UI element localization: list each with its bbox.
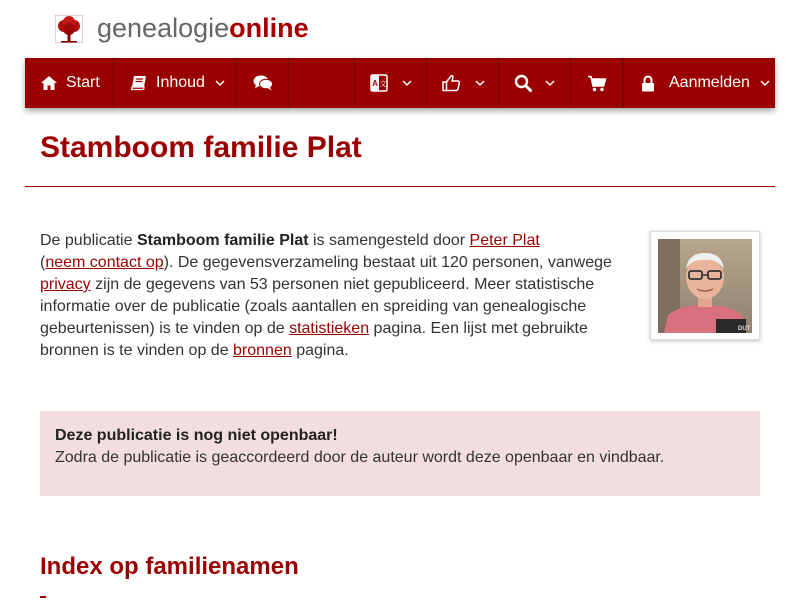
site-header: [0, 0, 800, 58]
statistics-link[interactable]: statistieken: [289, 320, 370, 337]
contact-link[interactable]: neem contact op: [45, 254, 164, 271]
lock-icon: [641, 75, 655, 92]
chevron-down-icon: [402, 80, 412, 87]
brand-part1: genealogie: [97, 13, 230, 43]
nav-search[interactable]: [499, 58, 571, 108]
nav-start[interactable]: [25, 58, 114, 108]
book-icon: [130, 75, 148, 91]
chevron-down-icon: [760, 80, 770, 87]
nav-inhoud[interactable]: [114, 58, 237, 108]
translate-icon: [370, 74, 388, 92]
sources-link[interactable]: bronnen: [233, 342, 292, 359]
nav-language[interactable]: [354, 58, 427, 108]
chevron-down-icon: [475, 80, 485, 87]
search-icon: [514, 74, 532, 92]
intro-text: is samengesteld door: [308, 232, 470, 249]
comments-icon: [253, 75, 273, 91]
intro-text: ). De gegevensverzameling bestaat uit 120 personen, vanwege: [163, 254, 612, 271]
svg-text:A: A: [372, 79, 378, 88]
brand-logo[interactable]: [97, 12, 309, 44]
intro-text: pagina. Een lijst met gebruikte bronnen is te vinden op de: [40, 320, 588, 359]
main-navbar: [25, 58, 775, 108]
svg-text:文: 文: [379, 81, 387, 88]
author-avatar: [658, 239, 752, 333]
nav-forum[interactable]: [237, 58, 289, 108]
chevron-down-icon: [215, 80, 225, 87]
alert-title: Deze publicatie is nog niet openbaar!: [55, 427, 338, 444]
chevron-down-icon: [545, 80, 555, 87]
svg-text:DUT: DUT: [738, 326, 751, 332]
intro-text: (: [40, 254, 46, 271]
publication-name: Stamboom familie Plat: [136, 232, 309, 249]
brand-part2: online: [229, 13, 309, 43]
page-title: Stamboom familie Plat: [40, 131, 362, 164]
alert-text: Zodra de publicatie is geaccordeerd door de auteur wordt deze openbaar en vindbaar.: [55, 449, 665, 466]
author-photo[interactable]: [650, 231, 760, 340]
intro-text: De publicatie: [40, 232, 137, 249]
publication-intro: [40, 230, 620, 362]
nav-login[interactable]: [623, 58, 775, 108]
author-link[interactable]: Peter Plat: [469, 232, 540, 249]
nav-login-label: Aanmelden: [669, 74, 750, 91]
intro-text: pagina.: [291, 342, 349, 359]
thumbs-up-icon: [441, 74, 461, 92]
index-first-item-stub: [40, 596, 46, 598]
nav-inhoud-label: Inhoud: [156, 74, 205, 91]
title-divider: [25, 186, 775, 187]
privacy-link[interactable]: privacy: [40, 276, 91, 293]
nav-start-label: Start: [66, 74, 100, 91]
nav-reviews[interactable]: [427, 58, 499, 108]
index-heading: Index op familienamen: [40, 553, 299, 580]
tree-logo-icon[interactable]: [55, 15, 83, 43]
intro-text: zijn de gegevens van 53 personen niet gepubliceerd. Meer statistische informatie over de publicatie (zoals aantallen en spreiding van genealogische gebeurtenissen) is te vinden op de: [40, 276, 595, 337]
not-public-alert: [40, 411, 760, 496]
nav-shop[interactable]: [571, 58, 623, 108]
cart-icon: [587, 75, 607, 92]
home-icon: [40, 75, 58, 91]
